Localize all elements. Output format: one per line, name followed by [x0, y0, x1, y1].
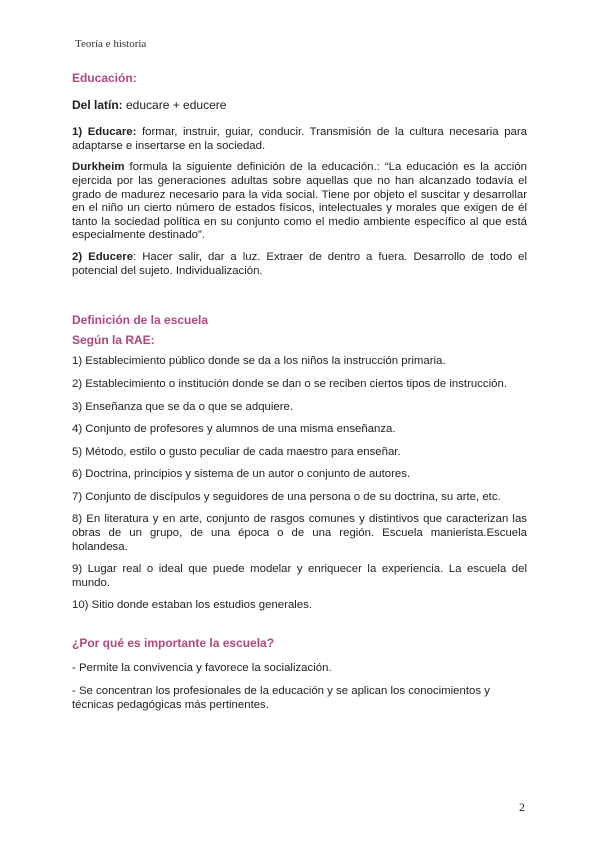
latin-text: educare + educere [122, 97, 227, 112]
list-item: 2) Establecimiento o institución donde se dan o se reciben ciertos tipos de instrucción. [72, 377, 507, 390]
list-item: 10) Sitio donde estaban los estudios generales. [72, 599, 312, 612]
list-item: - Se concentran los profesionales de la educación y se aplican los conocimientos y técnicas pedagógicas más pertinentes. [72, 685, 490, 711]
running-header: Teoría e historia [75, 38, 147, 50]
list-item: 5) Método, estilo o gusto peculiar de cada maestro para enseñar. [72, 445, 401, 458]
escuela-heading: Definición de la escuela [72, 313, 209, 328]
latin-origin [72, 99, 527, 113]
importancia-heading: ¿Por qué es importante la escuela? [72, 636, 275, 651]
list-item: 8) En literatura y en arte, conjunto de rasgos comunes y distintivos que caracterizan las obras de un grupo, de una época o de una región. Escuela manierista.Escuela holandesa. [72, 513, 527, 553]
list-item: 6) Doctrina, principios y sistema de un autor o conjunto de autores. [72, 468, 411, 481]
page-number: 2 [519, 800, 525, 814]
educare-label: 1) Educare: [72, 126, 137, 139]
durkheim-label: Durkheim [72, 161, 125, 174]
list-item: 9) Lugar real o ideal que puede modelar y enriquecer la experiencia. La escuela del mundo. [72, 563, 527, 589]
list-item: 3) Enseñanza que se da o que se adquiere. [72, 400, 294, 413]
educere-paragraph [72, 251, 527, 278]
educere-text: : Hacer salir, dar a luz. Extraer de dentro a fuera. Desarrollo de todo el potencial del sujeto. Individualización. [72, 250, 527, 277]
rae-heading: Según la RAE: [72, 332, 155, 347]
educere-label: 2) Educere [72, 250, 134, 263]
page-body [72, 72, 527, 722]
educare-text: formar, instruir, guiar, conducir. Transmisión de la cultura necesaria para adaptarse e insertarse en la sociedad. [72, 126, 527, 152]
list-item: - Permite la convivencia y favorece la socialización. [72, 661, 332, 674]
durkheim-paragraph [72, 161, 527, 243]
latin-label: Del latín: [72, 97, 123, 112]
list-item: 1) Establecimiento público donde se da a los niños la instrucción primaria. [72, 355, 446, 368]
list-item: 7) Conjunto de discípulos y seguidores de una persona o de su doctrina, su arte, etc. [72, 490, 501, 503]
educare-paragraph [72, 126, 527, 153]
durkheim-text: formula la siguiente definición de la educación.: “La educación es la acción ejercida por las generaciones adultas sobre aquellas que no han alcanzado todavía el grado de madurez necesario para la vida social. Tiene por objeto el suscitar y desarrollar en el niño un cierto número de estados físicos, intelectuales y morales que exigen de él tanto la sociedad política en su conjunto como el medio ambiente específico al que está especialmente destinado”. [72, 161, 527, 242]
educacion-heading: Educación: [72, 71, 137, 85]
list-item: 4) Conjunto de profesores y alumnos de una misma enseñanza. [72, 423, 396, 436]
rae-definition-list [72, 355, 527, 613]
